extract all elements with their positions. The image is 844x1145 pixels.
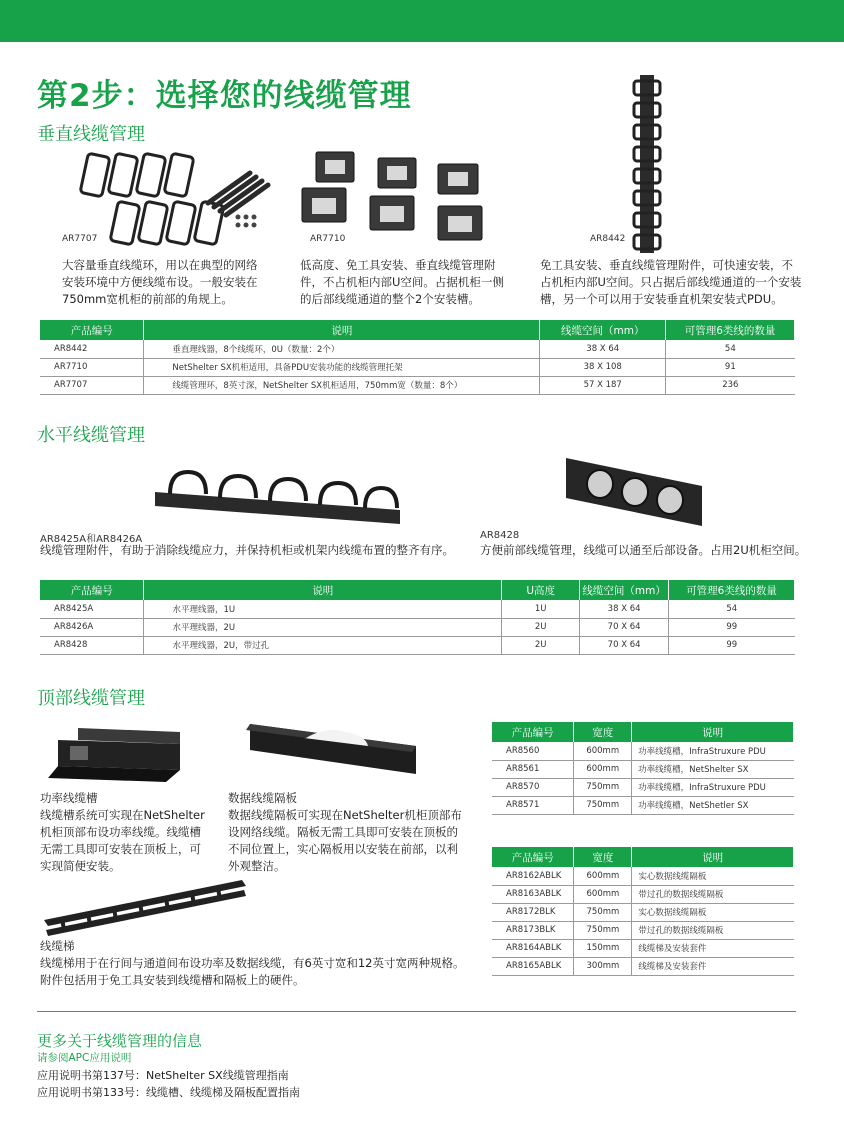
table-row xyxy=(40,618,795,636)
ar8442-product-image xyxy=(630,75,670,255)
table-cell: 57 X 187 xyxy=(540,376,666,394)
data-divider-description: 数据线缆隔板可实现在NetShelter机柜顶部布设网络线缆。隔板无需工具即可安装在顶板的不同位置上，实心隔板用以安装在前部，以利外观整洁。 xyxy=(228,808,462,873)
table-cell: AR7707 xyxy=(40,376,144,394)
table-header: U高度 xyxy=(502,580,580,600)
table-cell: 实心数据线缆隔板 xyxy=(632,903,794,921)
more-info-heading: 更多关于线缆管理的信息 xyxy=(37,1032,203,1050)
table-cell: 38 X 64 xyxy=(580,600,669,618)
power-trough-image xyxy=(48,722,188,784)
table-header: 说明 xyxy=(632,847,794,867)
table-header: 产品编号 xyxy=(40,580,144,600)
table-cell: 600mm xyxy=(574,760,632,778)
table-cell: 750mm xyxy=(574,796,632,814)
table-cell: AR8560 xyxy=(492,742,574,760)
table-cell: 功率线缆槽，NetShelter SX xyxy=(632,760,794,778)
table-row xyxy=(492,760,794,778)
table-cell: AR8173BLK xyxy=(492,921,574,939)
app-note-137: 应用说明书第137号：NetShelter SX线缆管理指南 xyxy=(37,1069,289,1082)
table-row xyxy=(40,358,795,376)
table-row xyxy=(492,885,794,903)
power-trough-title: 功率线缆槽 xyxy=(40,791,98,805)
table-cell: AR8425A xyxy=(40,600,144,618)
table-cell: NetShelter SX机柜适用，具备PDU安装功能的线缆管理托架 xyxy=(144,358,540,376)
top-heading: 顶部线缆管理 xyxy=(37,688,145,709)
top-banner xyxy=(0,0,844,42)
ar8428-caption: AR8428 xyxy=(480,530,520,541)
table-cell: 236 xyxy=(666,376,795,394)
table-cell: 带过孔的数据线缆隔板 xyxy=(632,921,794,939)
table-header: 说明 xyxy=(632,722,794,742)
table-cell: 线缆梯及安装套件 xyxy=(632,957,794,975)
ar7707-product-image xyxy=(70,145,270,255)
app-note-133: 应用说明书第133号：线缆槽、线缆梯及隔板配置指南 xyxy=(37,1086,300,1099)
table-header: 可管理6类线的数量 xyxy=(666,320,795,340)
table-header: 宽度 xyxy=(574,847,632,867)
table-cell: 150mm xyxy=(574,939,632,957)
data-divider-title: 数据线缆隔板 xyxy=(228,791,297,805)
table-cell: 300mm xyxy=(574,957,632,975)
ar7710-caption: AR7710 xyxy=(310,234,346,244)
table-cell: 54 xyxy=(666,340,795,358)
table-cell: 水平理线器，2U xyxy=(144,618,502,636)
table-cell: AR8172BLK xyxy=(492,903,574,921)
table-header: 产品编号 xyxy=(492,847,574,867)
table-cell: 2U xyxy=(502,636,580,654)
ar8425a-caption: AR8425A和AR8426A xyxy=(40,534,143,545)
table-cell: 600mm xyxy=(574,742,632,760)
table-cell: 38 X 64 xyxy=(540,340,666,358)
horizontal-heading: 水平线缆管理 xyxy=(37,425,145,446)
ar7710-description: 低高度、免工具安装、垂直线缆管理附件，不占机柜内部U空间。占据机柜一侧的后部线缆通道的整个2个安装槽。 xyxy=(300,258,504,306)
table-header: 线缆空间（mm） xyxy=(540,320,666,340)
table-cell: 功率线缆槽，InfraStruxure PDU xyxy=(632,742,794,760)
table-cell: 垂直理线器，8个线缆环，0U（数量：2个） xyxy=(144,340,540,358)
table-cell: 1U xyxy=(502,600,580,618)
table-cell: AR8165ABLK xyxy=(492,957,574,975)
table-row xyxy=(40,636,795,654)
table-row xyxy=(40,340,795,358)
table-header: 说明 xyxy=(144,580,502,600)
ar7707-description: 大容量垂直线缆环，用以在典型的网络安装环境中方便线缆布设。一般安装在750mm宽机柜的前部的角规上。 xyxy=(62,258,258,306)
table-cell: 水平理线器，2U，带过孔 xyxy=(144,636,502,654)
table-cell: AR8442 xyxy=(40,340,144,358)
table-cell: 91 xyxy=(666,358,795,376)
ar8425a-description: 线缆管理附件，有助于消除线缆应力，并保持机柜或机架内线缆布置的整齐有序。 xyxy=(40,543,454,557)
table-row xyxy=(492,742,794,760)
table-cell: 70 X 64 xyxy=(580,636,669,654)
table-cell: 70 X 64 xyxy=(580,618,669,636)
cable-ladder-description-2: 附件包括用于免工具安装到线缆槽和隔板上的硬件。 xyxy=(40,973,305,987)
table-cell: AR8426A xyxy=(40,618,144,636)
table-header: 线缆空间（mm） xyxy=(580,580,669,600)
table-cell: 水平理线器，1U xyxy=(144,600,502,618)
table-cell: 54 xyxy=(669,600,795,618)
table-cell: 99 xyxy=(669,618,795,636)
ar8442-description: 免工具安装、垂直线缆管理附件，可快速安装，不占机柜内部U空间。只占据后部线缆通道的一个安装槽，另一个可以用于安装垂直机架安装式PDU。 xyxy=(540,258,802,306)
table-header: 说明 xyxy=(144,320,540,340)
table-cell: AR8428 xyxy=(40,636,144,654)
vertical-heading: 垂直线缆管理 xyxy=(37,124,145,145)
table-cell: 750mm xyxy=(574,921,632,939)
ar8428-description: 方便前部线缆管理，线缆可以通至后部设备。占用2U机柜空间。 xyxy=(480,543,807,557)
ar8428-product-image xyxy=(560,452,710,532)
power-trough-description: 线缆槽系统可实现在NetShelter机柜顶部布设功率线缆。线缆槽无需工具即可安装在顶板上，可实现简便安装。 xyxy=(40,808,205,873)
table-row xyxy=(492,939,794,957)
page-title: 第2步：选择您的线缆管理 xyxy=(37,78,412,114)
cable-ladder-image xyxy=(40,876,250,936)
table-cell: AR8571 xyxy=(492,796,574,814)
table-cell: AR8570 xyxy=(492,778,574,796)
ar7710-product-image xyxy=(298,148,498,248)
power-trough-table xyxy=(492,722,794,815)
table-row xyxy=(492,957,794,975)
table-cell: AR7710 xyxy=(40,358,144,376)
table-row xyxy=(492,796,794,814)
table-cell: 线缆管理环，8英寸深，NetShelter SX机柜适用，750mm宽（数量：8个） xyxy=(144,376,540,394)
table-cell: 99 xyxy=(669,636,795,654)
vertical-spec-table xyxy=(40,320,795,395)
table-cell: 带过孔的数据线缆隔板 xyxy=(632,885,794,903)
cable-ladder-title: 线缆梯 xyxy=(40,939,75,953)
data-divider-image xyxy=(236,716,422,776)
table-cell: 750mm xyxy=(574,778,632,796)
horizontal-spec-table xyxy=(40,580,795,655)
table-header: 可管理6类线的数量 xyxy=(669,580,795,600)
table-row xyxy=(492,921,794,939)
table-cell: 600mm xyxy=(574,867,632,885)
table-cell: 实心数据线缆隔板 xyxy=(632,867,794,885)
table-cell: 功率线缆槽，NetShetler SX xyxy=(632,796,794,814)
table-row xyxy=(492,867,794,885)
table-cell: AR8561 xyxy=(492,760,574,778)
table-cell: 2U xyxy=(502,618,580,636)
table-row xyxy=(492,903,794,921)
table-header: 产品编号 xyxy=(40,320,144,340)
table-cell: 600mm xyxy=(574,885,632,903)
table-cell: AR8164ABLK xyxy=(492,939,574,957)
table-header: 产品编号 xyxy=(492,722,574,742)
table-cell: 38 X 108 xyxy=(540,358,666,376)
table-cell: 750mm xyxy=(574,903,632,921)
table-cell: AR8163ABLK xyxy=(492,885,574,903)
ar8425a-product-image xyxy=(150,462,410,532)
section-divider xyxy=(37,1011,796,1012)
table-row xyxy=(492,778,794,796)
ar7707-caption: AR7707 xyxy=(62,234,98,244)
cable-ladder-description-1: 线缆梯用于在行间与通道间布设功率及数据线缆，有6英寸宽和12英寸宽两种规格。 xyxy=(40,956,465,970)
table-header: 宽度 xyxy=(574,722,632,742)
more-info-subheading: 请参阅APC应用说明 xyxy=(37,1052,132,1064)
table-row xyxy=(40,600,795,618)
data-divider-table xyxy=(492,847,794,976)
table-row xyxy=(40,376,795,394)
ar8442-caption: AR8442 xyxy=(590,234,626,244)
table-cell: 功率线缆槽，InfraStruxure PDU xyxy=(632,778,794,796)
table-cell: AR8162ABLK xyxy=(492,867,574,885)
table-cell: 线缆梯及安装套件 xyxy=(632,939,794,957)
